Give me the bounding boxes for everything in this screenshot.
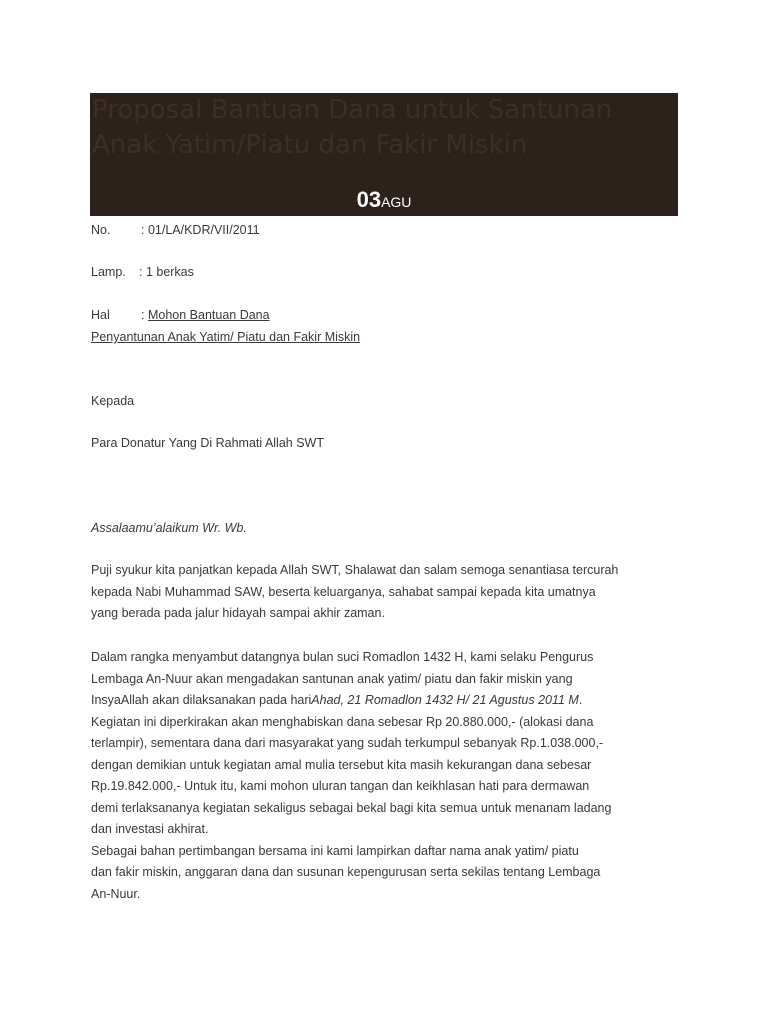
subject-row-2	[91, 329, 360, 345]
greeting	[91, 520, 247, 536]
paragraph-2	[91, 647, 681, 905]
date-month: AGU	[381, 194, 412, 210]
paragraph-line: An-Nuur.	[91, 886, 141, 901]
paragraph-line: yang berada pada jalur hidayah sampai akhir zaman.	[91, 606, 385, 620]
paragraph-line-event	[91, 690, 681, 712]
attachment-value: : 1 berkas	[139, 265, 194, 279]
paragraph-line: Puji syukur kita panjatkan kepada Allah SWT, Shalawat dan salam semoga senantiasa tercurah	[91, 563, 619, 577]
letter-number-value: : 01/LA/KDR/VII/2011	[141, 223, 260, 237]
subject-value-line1: Mohon Bantuan Dana	[147, 308, 270, 322]
post-date	[90, 187, 678, 213]
paragraph-line: terlampir), sementara dana dari masyarakat yang sudah terkumpul sebanyak Rp.1.038.000,-	[91, 736, 604, 750]
paragraph-line: Rp.19.842.000,- Untuk itu, kami mohon uluran tangan dan keikhlasan hati para dermawan	[91, 779, 590, 793]
subject-row	[91, 307, 270, 323]
to-label: Kepada	[91, 394, 135, 408]
event-date: Ahad, 21 Romadlon 1432 H/ 21 Agustus 2011 M	[311, 693, 579, 707]
paragraph-1	[91, 560, 681, 625]
paragraph-line: Lembaga An-Nuur akan mengadakan santunan anak yatim/ piatu dan fakir miskin yang	[91, 671, 573, 686]
paragraph-line: Sebagai bahan pertimbangan bersama ini kami lampirkan daftar nama anak yatim/ piatu	[91, 843, 579, 858]
paragraph-line: Kegiatan ini diperkirakan akan menghabiskan dana sebesar Rp 20.880.000,- (alokasi dana	[91, 714, 594, 729]
greeting-text: Assalaamu’alaikum Wr. Wb.	[91, 521, 247, 535]
paragraph-line: dengan demikian untuk kegiatan amal mulia tersebut kita masih kekurangan dana sebesar	[91, 757, 592, 772]
subject-colon: :	[141, 308, 145, 322]
paragraph-line: kepada Nabi Muhammad SAW, beserta keluarganya, sahabat sampai kepada kita umatnya	[91, 584, 596, 599]
paragraph-line: dan investasi akhirat.	[91, 822, 209, 836]
paragraph-line: dan fakir miskin, anggaran dana dan susunan kepengurusan serta sekilas tentang Lembaga	[91, 865, 601, 879]
post-header	[90, 93, 678, 216]
paragraph-line: demi terlaksananya kegiatan sekaligus sebagai bekal bagi kita semua untuk menanam ladang	[91, 800, 612, 815]
letter-number-label: No.	[91, 223, 111, 237]
letter-number-row	[91, 222, 260, 238]
attachment-label: Lamp.	[91, 265, 126, 279]
event-period: .	[578, 693, 583, 707]
event-intro: InsyaAllah akan dilaksanakan pada hari	[91, 693, 312, 707]
subject-label: Hal	[91, 308, 110, 322]
attachment-row	[91, 264, 194, 280]
post-title: Proposal Bantuan Dana untuk Santunan Anak Yatim/Piatu dan Fakir Miskin	[92, 95, 613, 160]
paragraph-line: Dalam rangka menyambut datangnya bulan suci Romadlon 1432 H, kami selaku Pengurus	[91, 650, 594, 664]
date-day: 03	[356, 187, 382, 212]
recipient: Para Donatur Yang Di Rahmati Allah SWT	[91, 436, 324, 450]
subject-value-line2: Penyantunan Anak Yatim/ Piatu dan Fakir Miskin	[91, 330, 361, 344]
